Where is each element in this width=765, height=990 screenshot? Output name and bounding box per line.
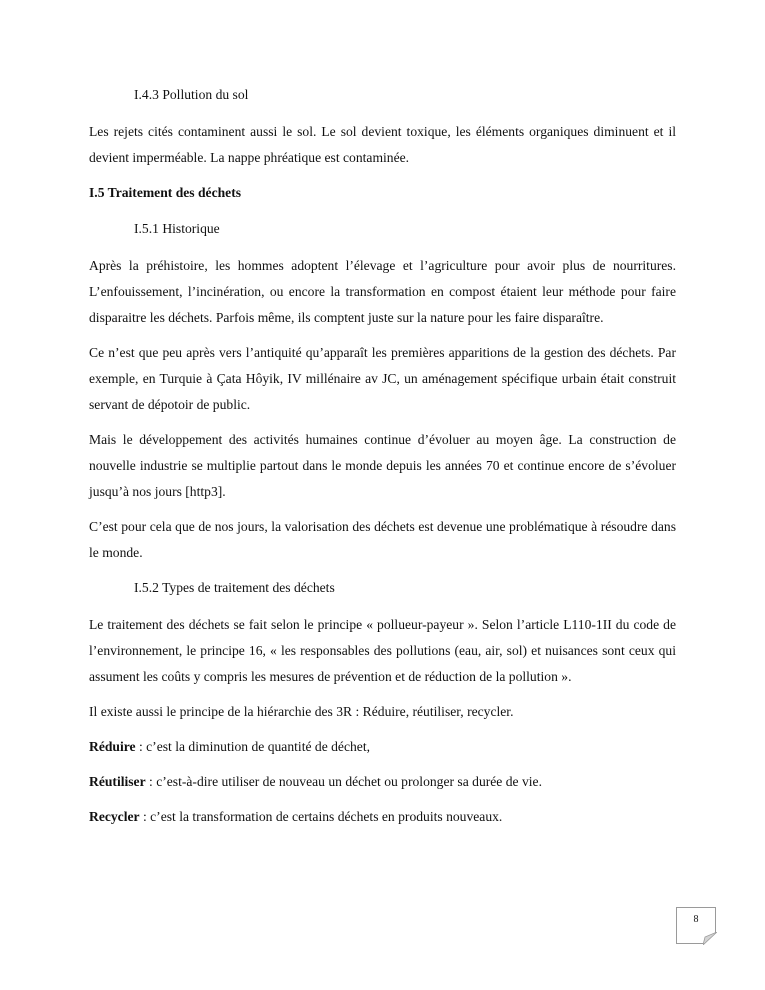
paragraph-historique-1: Après la préhistoire, les hommes adoptent l’élevage et l’agriculture pour avoir plus de nourritures. L’enfouissement, l’incinération, ou encore la transformation en compost étaient leur méthode pour faire disparaitre les déchets. Parfois même, ils comptent juste sur la nature pour les faire disparaître.: [89, 258, 676, 325]
definition-recycler: [89, 804, 676, 830]
document-page: [89, 82, 676, 839]
definition-term: Réutiliser: [89, 774, 146, 789]
section-heading-types-de-traitement: I.5.2 Types de traitement des déchets: [134, 580, 335, 595]
section-heading-traitement-des-dechets: I.5 Traitement des déchets: [89, 185, 242, 200]
paragraph-types-1: Le traitement des déchets se fait selon le principe « pollueur-payeur ». Selon l’article L110-1II du code de l’environnement, le principe 16, « les responsables des pollutions (eau, air, sol) et nuisances sont ceux qui assument les coûts y compris les mesures de prévention et de réduction de la pollution ».: [89, 617, 676, 684]
definition-text: : c’est-à-dire utiliser de nouveau un déchet ou prolonger sa durée de vie.: [145, 774, 542, 789]
paragraph-historique-4: C’est pour cela que de nos jours, la valorisation des déchets est devenue une problématique à résoudre dans le monde.: [89, 519, 676, 560]
definition-reduire: [89, 734, 676, 760]
definition-text: : c’est la diminution de quantité de déchet,: [135, 739, 370, 754]
section-heading-historique: I.5.1 Historique: [134, 221, 220, 236]
page-fold-icon: [703, 932, 717, 945]
definition-term: Réduire: [89, 739, 136, 754]
definition-reutiliser: [89, 769, 676, 795]
paragraph-historique-3: Mais le développement des activités humaines continue d’évoluer au moyen âge. La construction de nouvelle industrie se multiplie partout dans le monde depuis les années 70 et continue encore de s’évoluer jusqu’à nos jours [http3].: [89, 432, 676, 499]
definition-term: Recycler: [89, 809, 140, 824]
page-number-box: [676, 907, 716, 944]
paragraph-types-2: Il existe aussi le principe de la hiérarchie des 3R : Réduire, réutiliser, recycler.: [89, 704, 514, 719]
paragraph-historique-2: Ce n’est que peu après vers l’antiquité qu’apparaît les premières apparitions de la gestion des déchets. Par exemple, en Turquie à Çata Hôyik, IV millénaire av JC, un aménagement spécifique urbain était construit servant de dépotoir de public.: [89, 345, 676, 412]
paragraph-pollution-du-sol: Les rejets cités contaminent aussi le sol. Le sol devient toxique, les éléments organiques diminuent et il devient imperméable. La nappe phréatique est contaminée.: [89, 124, 676, 165]
section-heading-pollution-du-sol: I.4.3 Pollution du sol: [134, 87, 249, 102]
definition-text: : c’est la transformation de certains déchets en produits nouveaux.: [139, 809, 503, 824]
page-number: 8: [693, 914, 699, 925]
